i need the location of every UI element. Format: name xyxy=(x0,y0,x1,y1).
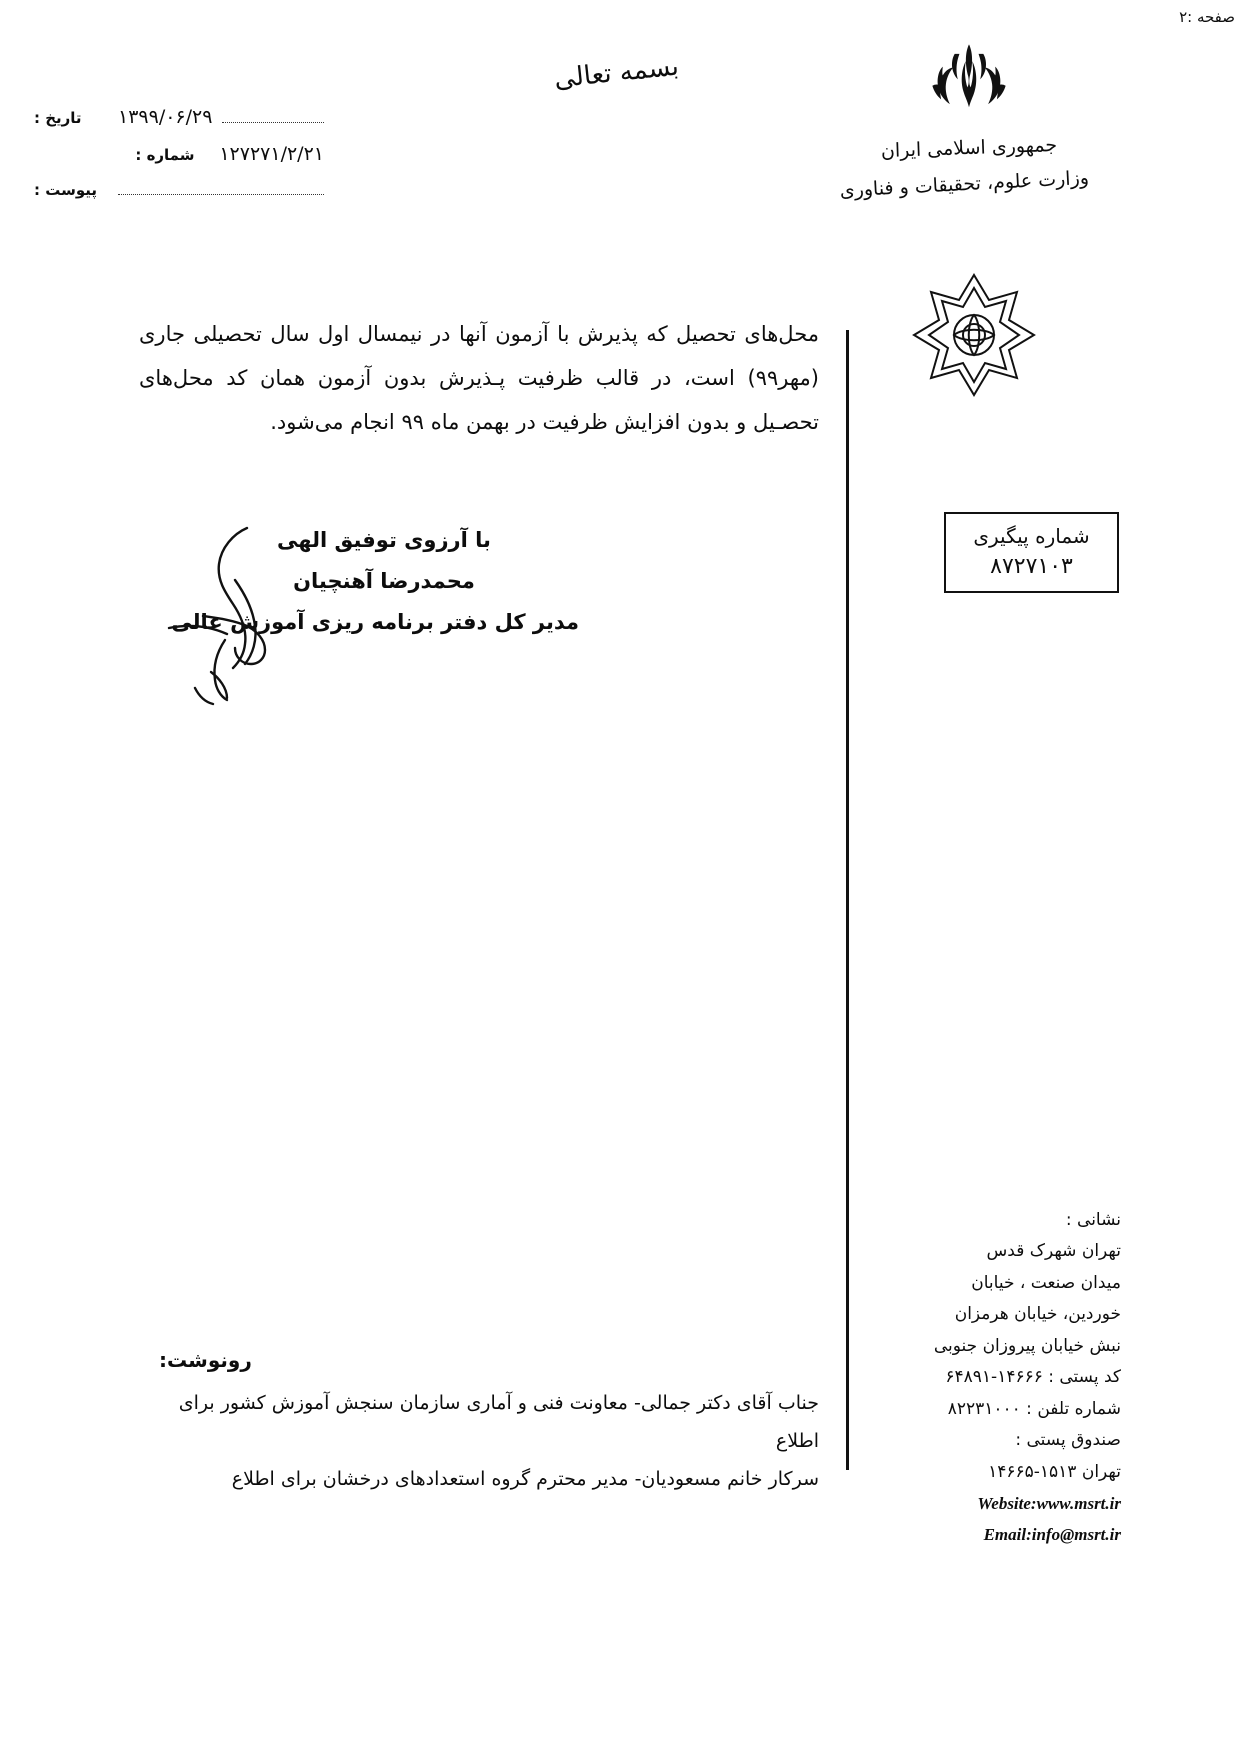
iran-emblem-icon xyxy=(921,38,1017,124)
meta-row-attachment xyxy=(34,182,334,198)
number-value: ۱۲۷۲۷۱/۲/۲۱ xyxy=(219,143,324,165)
besmeh-taali-heading: بسمه تعالی xyxy=(552,51,681,95)
address-footer xyxy=(881,1205,1121,1551)
pobox-label: صندوق پستی : xyxy=(1015,1430,1121,1451)
page-marker: صفحه :۲ xyxy=(1179,8,1235,26)
attachment-rule xyxy=(118,182,324,195)
signature-name: محمدرضا آهنچیان xyxy=(293,568,475,593)
organization-line-2: وزارت علوم، تحقیقات و فناوری xyxy=(839,166,1090,202)
copies-title: رونوشت: xyxy=(159,1348,252,1372)
postal-code: کد پستی : ۱۴۶۶۶-۶۴۸۹۱ xyxy=(945,1367,1121,1388)
letter-body-paragraph: محل‌های تحصیل که پذیرش با آزمون آنها در نیمسال اول سال تحصیلی جاری (مهر۹۹) است، در قالب ظرفیت پـذیرش بدون آزمون همان کد محل‌های تحصـیل و بدون افزایش ظرفیت در بهمن ماه ۹۹ انجام می‌شود. xyxy=(139,322,819,435)
letterhead-emblem-block xyxy=(839,38,1090,202)
copies-item: سرکار خانم مسعودیان- مدیر محترم گروه استعدادهای درخشان برای اطلاع xyxy=(231,1468,819,1490)
website-link[interactable]: Website:www.msrt.ir xyxy=(977,1493,1121,1513)
date-value: ۱۳۹۹/۰۶/۲۹ xyxy=(118,106,213,128)
vertical-divider xyxy=(846,330,849,1470)
copies-section xyxy=(159,1340,819,1498)
phone-number: شماره تلفن : ۸۲۲۳۱۰۰۰ xyxy=(947,1398,1121,1419)
tracking-value: ۸۷۲۷۱۰۳ xyxy=(990,554,1073,579)
attachment-label: پیوست : xyxy=(34,181,98,199)
decorative-medallion-icon xyxy=(909,270,1039,400)
pobox-value: تهران ۱۵۱۳-۱۴۶۶۵ xyxy=(988,1461,1121,1482)
number-label: شماره : xyxy=(135,146,195,164)
signature-title: مدیر کل دفتر برنامه ریزی آموزش عالی xyxy=(171,609,579,634)
signature-greeting: با آرزوی توفیق الهی xyxy=(277,528,491,552)
meta-row-date xyxy=(34,108,334,127)
letter-meta xyxy=(34,108,334,216)
address-label: نشانی : xyxy=(1065,1210,1121,1230)
organization-line-1: جمهوری اسلامی ایران xyxy=(880,133,1058,163)
signature-block xyxy=(171,520,579,643)
address-line: میدان صنعت ، خیابان xyxy=(971,1272,1121,1293)
copies-item: جناب آقای دکتر جمالی- معاونت فنی و آماری سازمان سنجش آموزش کشور برای اطلاع xyxy=(178,1392,819,1452)
address-line: تهران شهرک قدس xyxy=(986,1241,1121,1262)
date-label: تاریخ : xyxy=(34,109,82,127)
address-line: خوردین، خیابان هرمزان xyxy=(954,1304,1121,1325)
address-line: نبش خیابان پیروزان جنوبی xyxy=(933,1335,1121,1356)
tracking-number-box xyxy=(944,512,1119,593)
email-link[interactable]: Email:info@msrt.ir xyxy=(983,1525,1121,1545)
meta-row-number xyxy=(34,145,334,164)
tracking-label: شماره پیگیری xyxy=(973,524,1090,548)
date-rule xyxy=(222,110,324,123)
